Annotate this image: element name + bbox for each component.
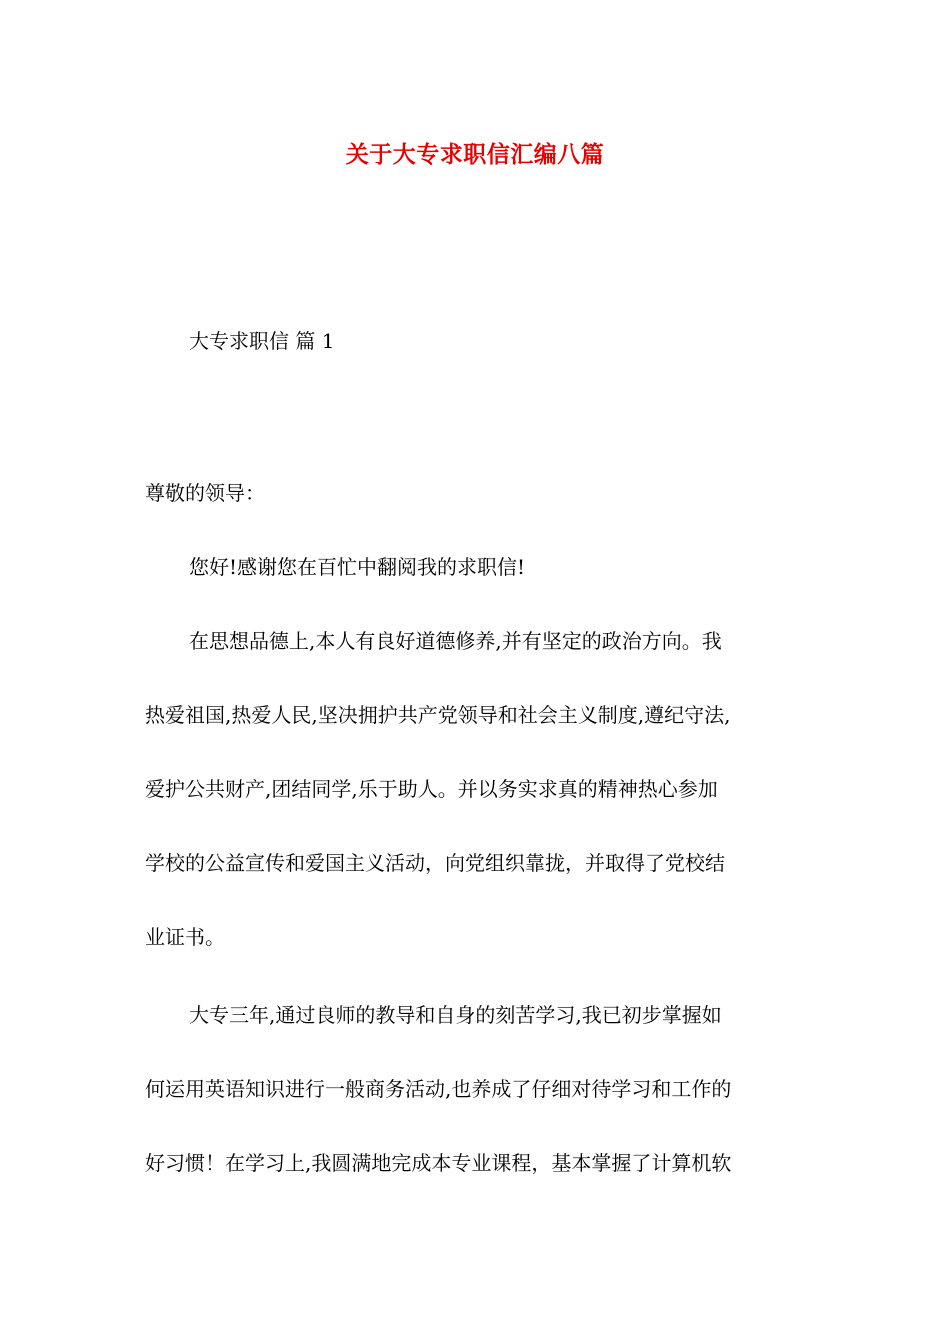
body-line-1: 您好!感谢您在百忙中翻阅我的求职信! (189, 555, 526, 579)
body-line-5: 学校的公益宣传和爱国主义活动，向党组织靠拢，并取得了党校结 (145, 851, 725, 875)
body-line-3: 热爱祖国,热爱人民,坚决拥护共产党领导和社会主义制度,遵纪守法, (145, 703, 731, 727)
body-line-9: 好习惯！在学习上,我圆满地完成本专业课程，基本掌握了计算机软 (145, 1151, 732, 1175)
body-line-2: 在思想品德上,本人有良好道德修养,并有坚定的政治方向。我 (189, 629, 722, 653)
salutation: 尊敬的领导： (145, 481, 265, 505)
body-line-6: 业证书。 (145, 925, 225, 949)
body-line-4: 爱护公共财产,团结同学,乐于助人。并以务实求真的精神热心参加 (145, 777, 718, 801)
document-title: 关于大专求职信汇编八篇 (345, 142, 605, 168)
body-line-8: 何运用英语知识进行一般商务活动,也养成了仔细对待学习和工作的 (145, 1077, 732, 1101)
section-heading: 大专求职信 篇 1 (189, 329, 335, 353)
body-line-7: 大专三年,通过良师的教导和自身的刻苦学习,我已初步掌握如 (189, 1003, 722, 1027)
